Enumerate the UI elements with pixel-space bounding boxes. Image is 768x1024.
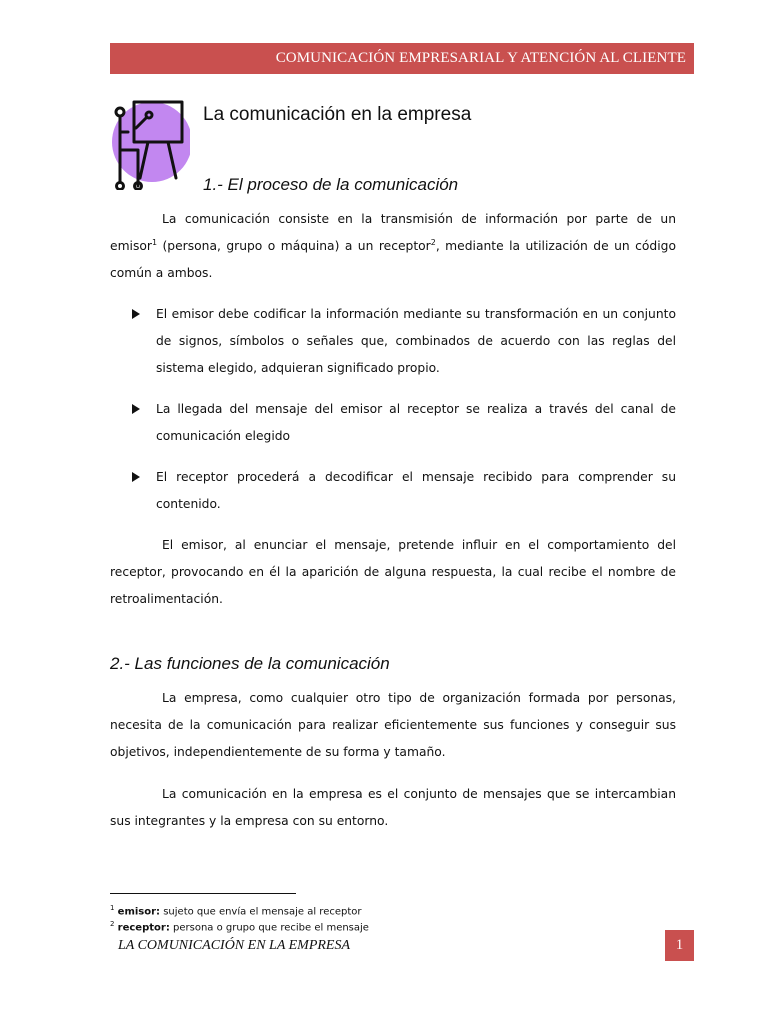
footnote-divider: [110, 893, 296, 894]
paragraph-funciones-2: La comunicación en la empresa es el conjunto de mensajes que se intercambian sus integrantes y la empresa con su entorno.: [110, 787, 676, 828]
document-title: La comunicación en la empresa: [203, 104, 472, 125]
footnote-2: $^2$ receptor: persona o grupo que recibe el mensaje: [110, 920, 369, 934]
list-item: La llegada del mensaje del emisor al receptor se realiza a través del canal de comunicación elegido: [132, 396, 676, 450]
list-item: El emisor debe codificar la información mediante su transformación en un conjunto de signos, símbolos o señales que, combinados de acuerdo con las reglas del sistema elegido, adquieran significado propio.: [132, 301, 676, 382]
footer-title: LA COMUNICACIÓN EN LA EMPRESA: [118, 938, 351, 953]
paragraph-closing: El emisor, al enunciar el mensaje, pretende influir en el comportamiento del receptor, provocando en él la aparición de alguna respuesta, la cual recibe el nombre de retroalimentación.: [110, 538, 676, 606]
paragraph-intro: La comunicación consiste en la transmisión de información por parte de un emisor$^1$ (persona, grupo o máquina) a un receptor$^2$, mediante la utilización de un código común a ambos.: [110, 212, 676, 280]
presentation-board-icon: [110, 98, 190, 190]
list-item: El receptor procederá a decodificar el mensaje recibido para comprender su contenido.: [132, 464, 676, 518]
page-header: COMUNICACIÓN EMPRESARIAL Y ATENCIÓN AL CLIENTE: [110, 43, 694, 74]
arrow-bullet-icon: [132, 472, 140, 482]
footnote-1: $^1$ emisor: sujeto que envía el mensaje al receptor: [110, 904, 362, 918]
section-heading-funciones: 2.- Las funciones de la comunicación: [110, 654, 390, 673]
section-heading-proceso: 1.- El proceso de la comunicación: [203, 175, 459, 194]
arrow-bullet-icon: [132, 309, 140, 319]
arrow-bullet-icon: [132, 404, 140, 414]
page-number: 1: [665, 930, 694, 961]
paragraph-funciones-1: La empresa, como cualquier otro tipo de organización formada por personas, necesita de la comunicación para realizar eficientemente sus funciones y conseguir sus objetivos, independientemente de su forma y tamaño.: [110, 691, 676, 759]
